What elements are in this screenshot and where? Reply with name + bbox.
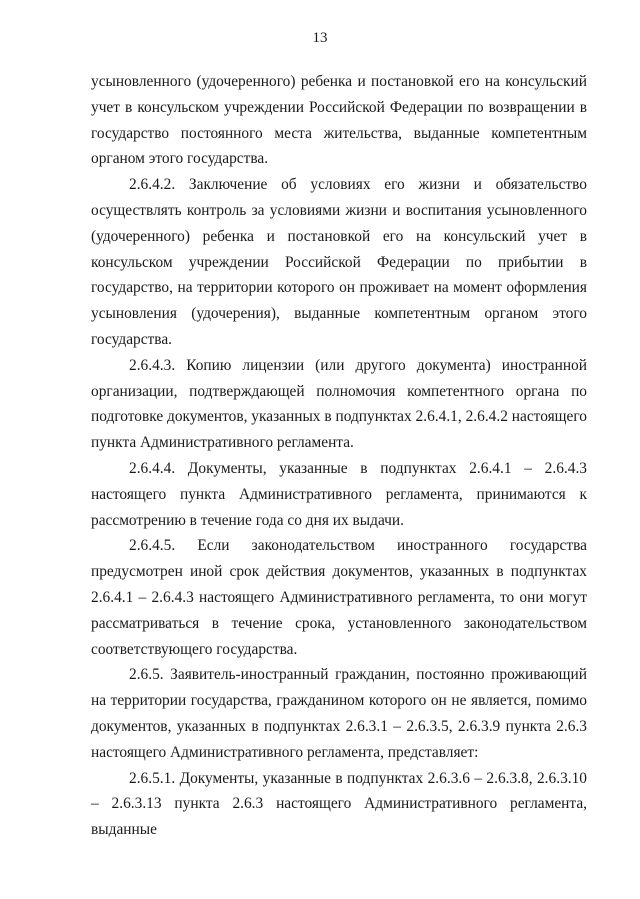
paragraph-2-6-4-5: 2.6.4.5. Если законодательством иностранного государства предусмотрен иной срок действия документов, указанных в подпунктах 2.6.4.1 – 2.6.4.3 настоящего Административного регламента, то они могут рассматриваться в течение срока, установленного законодательством соответствующего государства. <box>91 537 587 658</box>
page-number: 13 <box>312 30 328 46</box>
paragraph-2-6-4-2: 2.6.4.2. Заключение об условиях его жизни и обязательство осуществлять контроль за условиями жизни и воспитания усыновленного (удочеренного) ребенка и постановкой его на консульский учет в консульском учреждении Российской Федерации по прибытии в государство, на территории которого он проживает на момент оформления усыновления (удочерения), выданные компетентным органом этого государства. <box>91 176 587 348</box>
paragraph-2-6-4-3: 2.6.4.3. Копию лицензии (или другого документа) иностранной организации, подтверждающей полномочия компетентного органа по подготовке документов, указанных в подпунктах 2.6.4.1, 2.6.4.2 настоящего пункта Административного регламента. <box>91 356 587 452</box>
paragraph-2-6-5-1: 2.6.5.1. Документы, указанные в подпунктах 2.6.3.6 – 2.6.3.8, 2.6.3.10 – 2.6.3.13 пункта 2.6.3 настоящего Административного регламента, выданные <box>91 769 587 839</box>
paragraph-2-6-5: 2.6.5. Заявитель-иностранный гражданин, постоянно проживающий на территории государства, гражданином которого он не является, помимо документов, указанных в подпунктах 2.6.3.1 – 2.6.3.5, 2.6.3.9 пункта 2.6.3 настоящего Административного регламента, представляет: <box>91 666 587 761</box>
paragraph-2-6-4-4: 2.6.4.4. Документы, указанные в подпунктах 2.6.4.1 – 2.6.4.3 настоящего пункта Административного регламента, принимаются к рассмотрению в течение года со дня их выдачи. <box>91 459 587 529</box>
page-body <box>91 69 587 843</box>
paragraph-continuation: усыновленного (удочеренного) ребенка и постановкой его на консульский учет в консульском учреждении Российской Федерации по возвращении в государство постоянного места жительства, выданные компетентным органом этого государства. <box>91 73 587 168</box>
